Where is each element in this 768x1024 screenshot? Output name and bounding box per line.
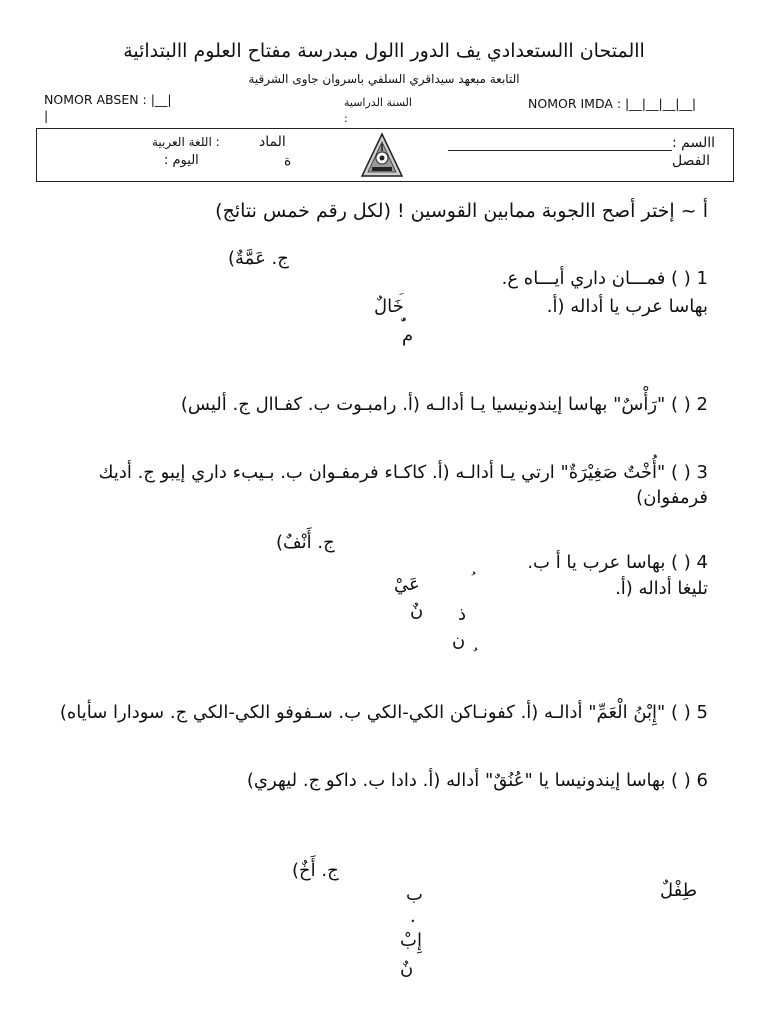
class-label: الفصل [672, 153, 710, 169]
q4-fragment-2: ن [452, 630, 466, 651]
academic-year-label: السنة الدراسية [344, 96, 412, 109]
q7-option-b-dot: . [410, 906, 416, 927]
subject-value: : اللغة العربية [152, 135, 220, 149]
q4-option-c: ج. أَنْفٌ) [276, 532, 335, 553]
q7-option-c: ج. أَخٌ) [292, 860, 339, 881]
name-input-line[interactable] [448, 150, 672, 151]
q4-option-b: عَيْ [394, 574, 420, 595]
q2-text: 2 ( ) "رَأْسٌ" بهاسا إيندونيسيا يـا أدالـه (أ. رامبـوت ب. كفـاال ج. أليس) [180, 394, 708, 415]
q4-line-1: 4 ( ) بهاسا عرب يا أ ب. [527, 552, 708, 573]
q4-fragment-1: ذ [458, 604, 467, 625]
q1-option-c: ج. عَمَّةٌ) [228, 248, 289, 269]
day-label: اليوم : [164, 153, 199, 168]
q7-option-b-part-2: نٌ [400, 958, 414, 979]
instruction-text: أ ~ إختر أصح االجوبة ممابين القوسين ! (لكل رقم خمس نتائج) [215, 200, 708, 222]
q1-fragment: م [402, 325, 414, 346]
school-subtitle: التابعة مبعهد سيداقري السلفي باسروان جاوى الشرقية [248, 72, 520, 86]
q1-line-2: بهاسا عرب يا أداله (أ. [546, 296, 708, 317]
subject-label: الماد [259, 134, 286, 150]
exam-title: االمتحان االستعدادي يف الدور االول مبدرسة مفتاح العلوم االبتدائية [123, 40, 645, 62]
q4-option-b-part-2: نٌ [410, 600, 424, 621]
q1-line-1: 1 ( ) فمـــان داري أيـــاه ع. [501, 268, 708, 289]
q4-line-2: تليغا أداله (أ. [615, 578, 708, 599]
q5-text: 5 ( ) "إِبْنُ الْعَمِّ" أدالـه (أ. كفونـاكن الكي-الكي ب. سـفوفو الكي-الكي ج. سودارا سأياه) [59, 702, 708, 723]
nomor-absen-continuation: | [44, 108, 49, 123]
q1-option-b: خَالٌ [374, 296, 404, 317]
academic-year-colon: : [344, 112, 348, 125]
q7-option-b-label: ب [406, 884, 423, 905]
school-emblem-icon [360, 132, 404, 178]
q3-text: 3 ( ) "أُخْتٌ صَغِيْرَةٌ" ارتي يـا أدالـه (أ. كاكـاء فرمفـوان ب. بـيبء داري إيبو ج. أديك فرمفوان) [98, 462, 708, 508]
subject-label-fragment: ة [284, 153, 292, 169]
q7-option-b: إِبْ [400, 930, 422, 951]
name-label: االسم : [672, 135, 716, 151]
nomor-absen: NOMOR ABSEN : |__| [44, 92, 172, 107]
q7-word: طِفْلٌ [660, 880, 698, 901]
nomor-imda: NOMOR IMDA : |__|__|__|__| [528, 96, 697, 111]
q6-text: 6 ( ) بهاسا إيندونيسا يا "عُنُقٌ" أداله (أ. دادا ب. داكو ج. ليهري) [246, 770, 708, 791]
